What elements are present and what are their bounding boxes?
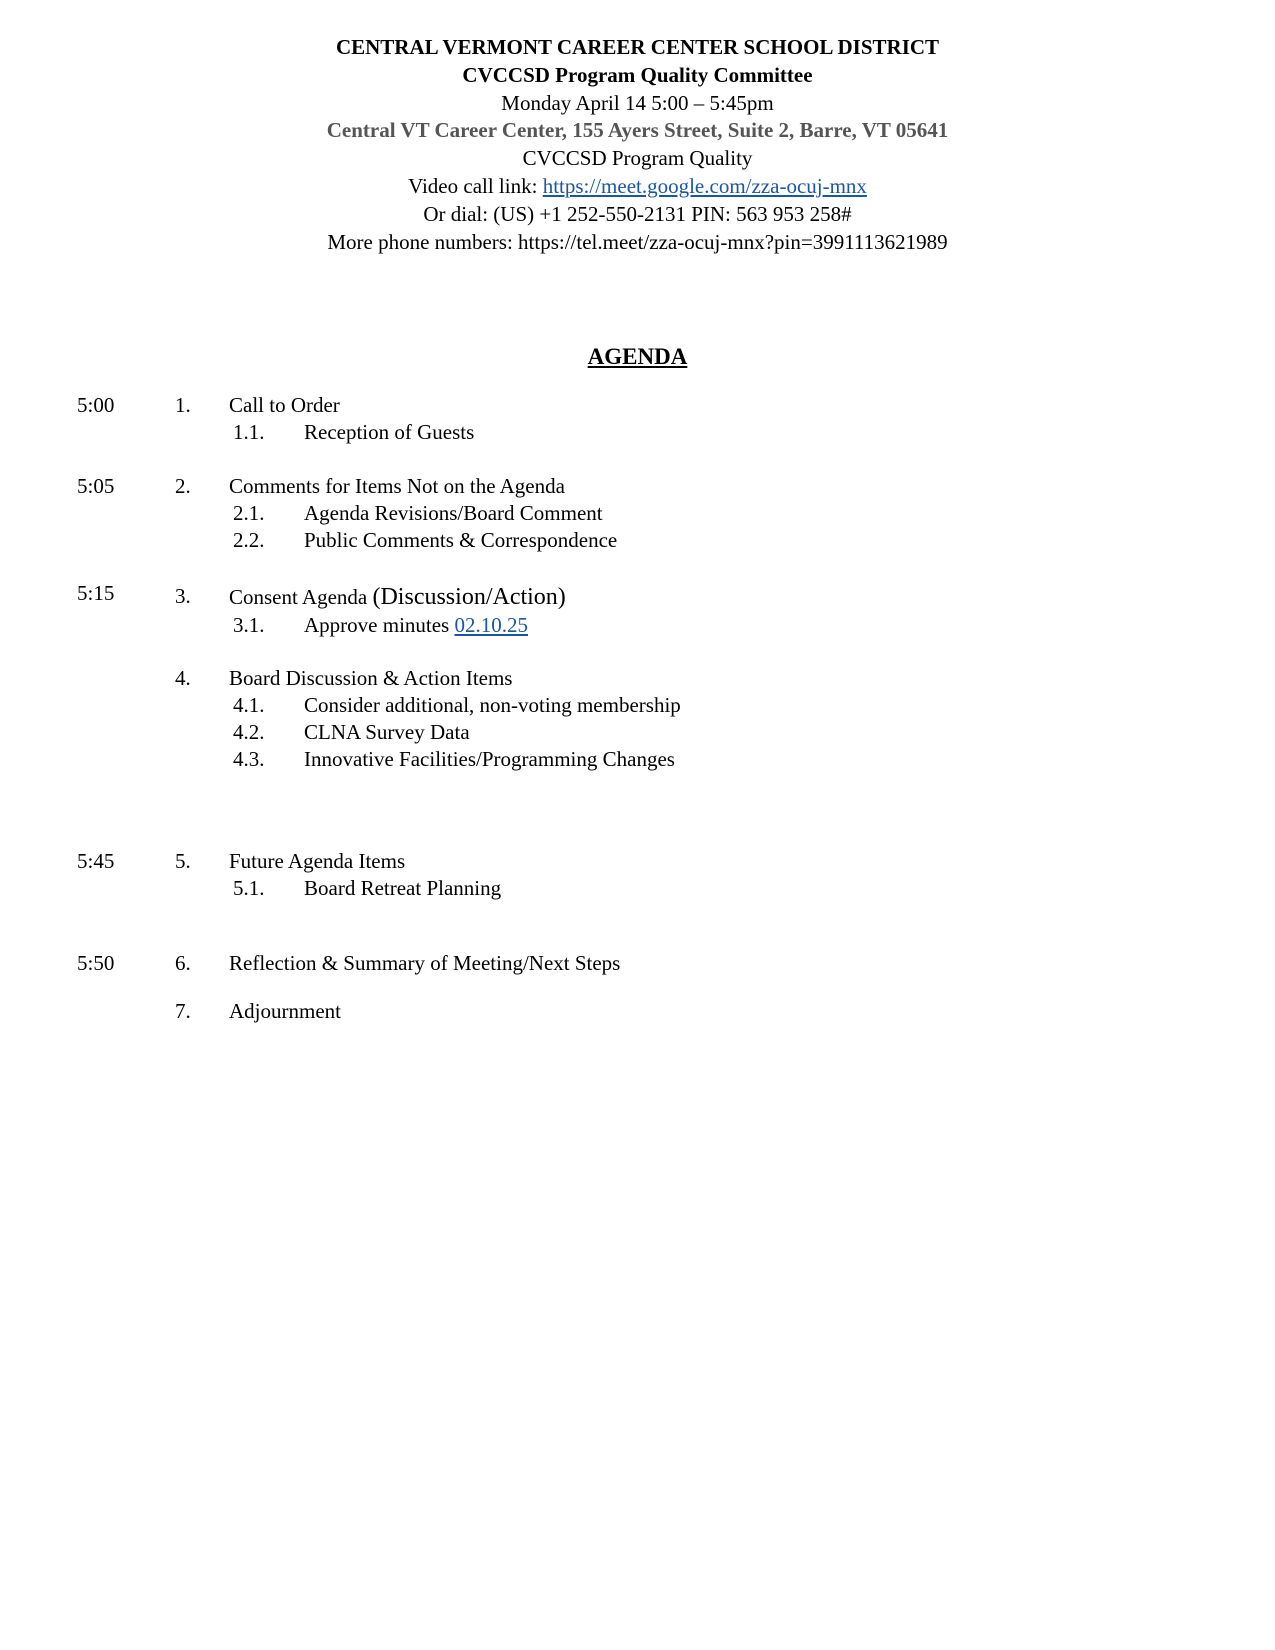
- agenda-item-6: [0, 951, 1275, 979]
- more-phone-numbers: More phone numbers: https://tel.meet/zza-ocuj-mnx?pin=3991113621989: [327, 229, 948, 254]
- item-time: 5:50: [77, 951, 115, 975]
- meeting-name: CVCCSD Program Quality: [522, 146, 753, 171]
- dial-in-info: Or dial: (US) +1 252-550-2131 PIN: 563 953 258#: [423, 201, 852, 226]
- item-title: Call to Order: [229, 393, 340, 417]
- agenda-item-1: [0, 393, 1275, 421]
- video-call-line: [0, 173, 1275, 201]
- item-time: 5:45: [77, 849, 115, 873]
- agenda-item-2: [0, 474, 1275, 502]
- item-number: 3.: [175, 584, 191, 608]
- item-title: Comments for Items Not on the Agenda: [229, 474, 565, 498]
- agenda-subitem-4-2: [0, 720, 1275, 748]
- subitem-number: 2.2.: [233, 528, 265, 552]
- committee-name: CVCCSD Program Quality Committee: [462, 62, 813, 87]
- document-header: [0, 34, 1275, 256]
- subitem-number: 5.1.: [233, 876, 265, 900]
- subitem-title: Consider additional, non-voting membership: [304, 693, 681, 717]
- subitem-title: Agenda Revisions/Board Comment: [304, 501, 603, 525]
- subitem-title: Innovative Facilities/Programming Changes: [304, 747, 675, 771]
- subitem-number: 4.3.: [233, 747, 265, 771]
- subitem-title: Board Retreat Planning: [304, 876, 502, 900]
- item-title: Adjournment: [229, 999, 341, 1023]
- agenda-title: AGENDA: [587, 344, 688, 369]
- agenda-subitem-2-2: [0, 528, 1275, 556]
- agenda-item-7: [0, 999, 1275, 1027]
- item-title: Consent Agenda: [229, 585, 373, 609]
- subitem-number: 4.2.: [233, 720, 265, 744]
- item-time: 5:15: [77, 581, 115, 605]
- agenda-item-3: [0, 581, 1275, 612]
- district-name: CENTRAL VERMONT CAREER CENTER SCHOOL DISTRICT: [335, 35, 940, 59]
- item-title: Board Discussion & Action Items: [229, 666, 513, 690]
- item-title: Reflection & Summary of Meeting/Next Steps: [229, 951, 621, 975]
- subitem-title: Approve minutes: [304, 613, 455, 637]
- item-number: 6.: [175, 951, 191, 975]
- meeting-datetime: Monday April 14 5:00 – 5:45pm: [501, 90, 774, 115]
- item-number: 1.: [175, 393, 191, 417]
- item-number: 2.: [175, 474, 191, 498]
- agenda-subitem-4-1: [0, 693, 1275, 721]
- item-title: Future Agenda Items: [229, 849, 406, 873]
- agenda-item-5: [0, 849, 1275, 877]
- minutes-link[interactable]: 02.10.25: [454, 613, 528, 637]
- item-title-suffix: (Discussion/Action): [372, 584, 566, 610]
- item-number: 5.: [175, 849, 191, 873]
- agenda-subitem-4-3: [0, 747, 1275, 775]
- subitem-number: 1.1.: [233, 420, 265, 444]
- agenda-item-4: [0, 666, 1275, 694]
- item-number: 7.: [175, 999, 191, 1023]
- subitem-number: 3.1.: [233, 613, 265, 637]
- agenda-subitem-1-1: [0, 420, 1275, 448]
- subitem-number: 2.1.: [233, 501, 265, 525]
- agenda-subitem-2-1: [0, 501, 1275, 529]
- subitem-title: CLNA Survey Data: [304, 720, 470, 744]
- item-time: 5:05: [77, 474, 115, 498]
- meeting-address: Central VT Career Center, 155 Ayers Street, Suite 2, Barre, VT 05641: [326, 118, 949, 143]
- video-call-label: Video call link:: [408, 173, 543, 198]
- agenda-subitem-5-1: [0, 876, 1275, 904]
- agenda-subitem-3-1: [0, 613, 1275, 641]
- subitem-title-group: [304, 613, 528, 638]
- subitem-title: Reception of Guests: [304, 420, 475, 444]
- item-number: 4.: [175, 666, 191, 690]
- subitem-number: 4.1.: [233, 693, 265, 717]
- item-time: 5:00: [77, 393, 115, 417]
- video-call-link[interactable]: https://meet.google.com/zza-ocuj-mnx: [542, 173, 867, 198]
- item-title-group: [229, 584, 566, 611]
- subitem-title: Public Comments & Correspondence: [304, 528, 618, 552]
